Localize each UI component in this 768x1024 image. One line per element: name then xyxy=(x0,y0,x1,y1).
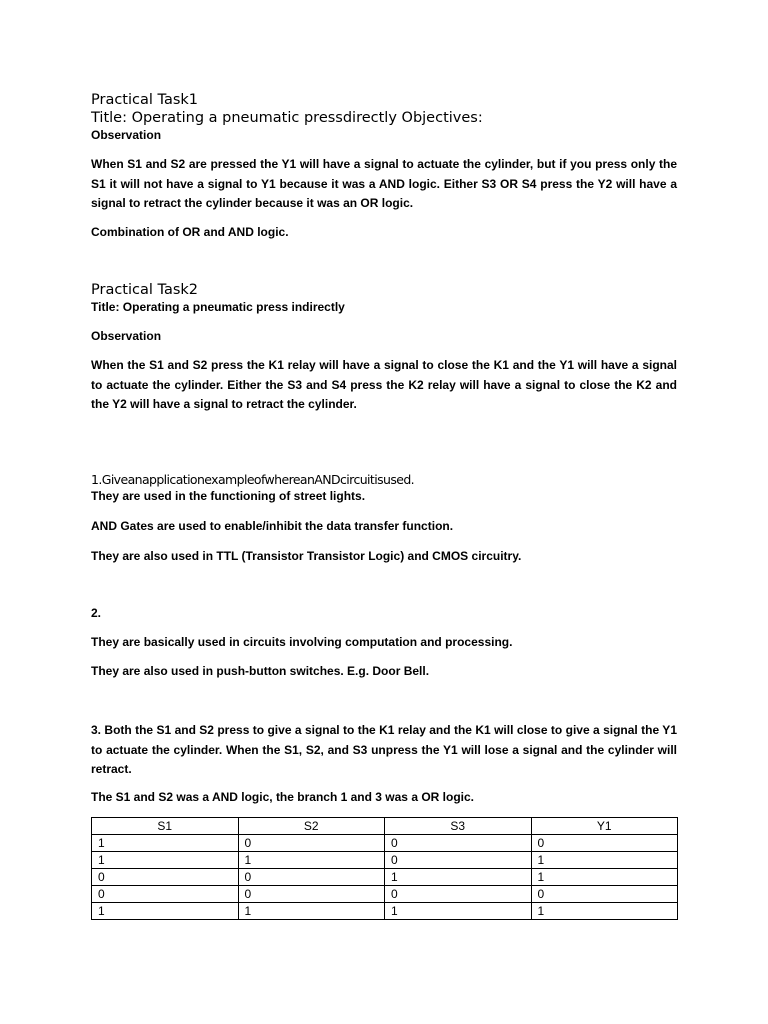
table-row xyxy=(92,852,678,869)
task1-observation-text: When S1 and S2 are pressed the Y1 will have a signal to actuate the cylinder, but if you press only the S1 it will not have a signal to Y1 because it was a AND logic. Either S3 OR S4 press the Y2 will have a signal to retract the cylinder because it was an OR logic. xyxy=(91,157,677,210)
table-cell: 1 xyxy=(238,903,385,920)
table-row xyxy=(92,835,678,852)
table-cell: 0 xyxy=(238,886,385,903)
task2-heading: Practical Task2 xyxy=(91,282,199,298)
table-cell: 0 xyxy=(238,869,385,886)
question1-answer: AND Gates are used to enable/inhibit the data transfer function. xyxy=(91,519,454,533)
task1-title: Title: Operating a pneumatic pressdirectly Objectives: xyxy=(91,110,483,126)
table-cell: 0 xyxy=(385,852,532,869)
table-row xyxy=(92,903,678,920)
table-cell: 1 xyxy=(92,852,239,869)
table-cell: 1 xyxy=(92,903,239,920)
task2-observation-label: Observation xyxy=(91,329,162,343)
question1-answer: They are used in the functioning of street lights. xyxy=(91,489,366,503)
table-cell: 1 xyxy=(238,852,385,869)
task2-observation-text: When the S1 and S2 press the K1 relay will have a signal to close the K1 and the Y1 will have a signal to actuate the cylinder. Either the S3 and S4 press the K2 relay will have a signal to close the K2 and the Y2 will have a signal to retract the cylinder. xyxy=(91,358,677,411)
truth-table xyxy=(91,817,678,920)
table-cell: 1 xyxy=(92,835,239,852)
truth-table-header-row xyxy=(92,818,678,835)
task2-title: Title: Operating a pneumatic press indirectly xyxy=(91,300,345,314)
question2-answer: They are basically used in circuits involving computation and processing. xyxy=(91,635,513,649)
question1-prompt: 1.GiveanapplicationexampleofwhereanANDcircuitisused. xyxy=(91,472,415,487)
question3-logic-text: The S1 and S2 was a AND logic, the branch 1 and 3 was a OR logic. xyxy=(91,790,474,804)
truth-table-header-s3: S3 xyxy=(385,818,532,835)
table-cell: 1 xyxy=(531,852,678,869)
table-cell: 0 xyxy=(531,835,678,852)
truth-table-header-y1: Y1 xyxy=(531,818,678,835)
task1-heading: Practical Task1 xyxy=(91,92,199,108)
table-cell: 0 xyxy=(385,835,532,852)
table-cell: 0 xyxy=(531,886,678,903)
question3-text: 3. Both the S1 and S2 press to give a signal to the K1 relay and the K1 will close to give a signal the Y1 to actuate the cylinder. When the S1, S2, and S3 unpress the Y1 will lose a signal and the cylinder will retract. xyxy=(91,723,677,776)
task1-observation-label: Observation xyxy=(91,128,162,142)
table-row xyxy=(92,886,678,903)
question2-answer: They are also used in push-button switches. E.g. Door Bell. xyxy=(91,664,430,678)
table-cell: 0 xyxy=(238,835,385,852)
table-cell: 0 xyxy=(92,869,239,886)
question2-label: 2. xyxy=(91,606,102,620)
truth-table-header-s1: S1 xyxy=(92,818,239,835)
table-cell: 1 xyxy=(531,903,678,920)
table-cell: 0 xyxy=(92,886,239,903)
task1-combination-text: Combination of OR and AND logic. xyxy=(91,225,289,239)
table-cell: 1 xyxy=(531,869,678,886)
table-cell: 1 xyxy=(385,869,532,886)
table-cell: 0 xyxy=(385,886,532,903)
question1-answer: They are also used in TTL (Transistor Transistor Logic) and CMOS circuitry. xyxy=(91,549,522,563)
table-cell: 1 xyxy=(385,903,532,920)
table-row xyxy=(92,869,678,886)
truth-table-header-s2: S2 xyxy=(238,818,385,835)
